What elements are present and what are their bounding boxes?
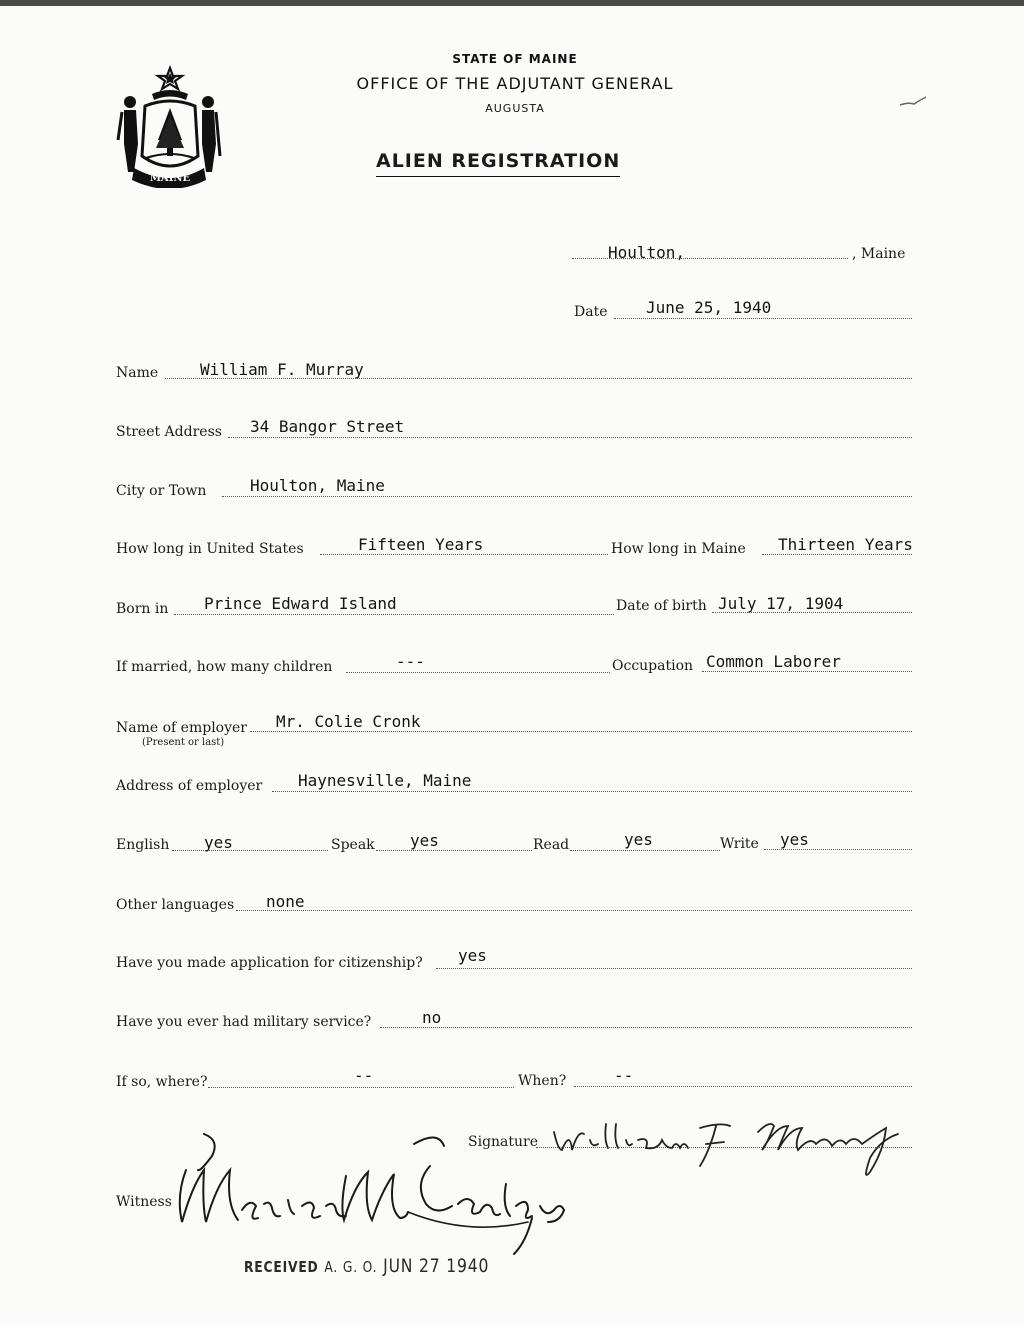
speak-value: yes	[410, 831, 439, 850]
header-state: STATE OF MAINE	[452, 52, 578, 66]
citizenship-line	[436, 968, 912, 969]
read-value: yes	[624, 830, 653, 849]
maine-duration-line	[762, 554, 912, 555]
street-value: 34 Bangor Street	[250, 417, 405, 436]
witness-label: Witness	[116, 1194, 172, 1210]
employer-address-value: Haynesville, Maine	[298, 771, 472, 790]
where-line	[208, 1087, 514, 1088]
seal-banner-text: MAINE	[149, 173, 191, 184]
write-value: yes	[780, 830, 809, 849]
employer-label: Name of employer	[116, 720, 247, 736]
children-label: If married, how many children	[116, 659, 333, 675]
military-label: Have you ever had military service?	[116, 1014, 372, 1030]
location-value: Houlton,	[608, 243, 686, 262]
witness-signature	[168, 1126, 568, 1258]
scan-top-edge	[0, 0, 1024, 6]
name-value: William F. Murray	[200, 360, 364, 379]
date-line	[614, 318, 912, 319]
read-label: Read	[533, 837, 570, 853]
applicant-signature	[540, 1110, 910, 1182]
where-value: --	[354, 1066, 374, 1085]
children-value: ---	[396, 652, 425, 671]
dob-label: Date of birth	[616, 598, 707, 614]
write-label: Write	[720, 836, 759, 852]
occupation-line	[702, 671, 912, 672]
citizenship-value: yes	[458, 946, 487, 965]
read-line	[570, 850, 720, 851]
location-suffix: , Maine	[852, 246, 906, 262]
city-line	[222, 496, 912, 497]
form-title: ALIEN REGISTRATION	[376, 150, 620, 177]
street-line	[228, 437, 912, 438]
us-duration-label: How long in United States	[116, 541, 304, 557]
pencil-check-mark	[898, 96, 928, 108]
date-label: Date	[574, 304, 608, 320]
received-stamp	[244, 1255, 489, 1277]
military-line	[380, 1027, 912, 1028]
us-duration-value: Fifteen Years	[358, 535, 484, 554]
header-city: AUGUSTA	[485, 102, 545, 115]
occupation-label: Occupation	[612, 658, 694, 674]
english-value: yes	[204, 833, 233, 852]
english-label: English	[116, 837, 170, 853]
employer-sublabel: (Present or last)	[142, 737, 225, 748]
signature-label: Signature	[468, 1134, 539, 1150]
born-in-label: Born in	[116, 601, 169, 617]
employer-value: Mr. Colie Cronk	[276, 712, 421, 731]
dob-value: July 17, 1904	[718, 594, 844, 613]
born-in-line	[174, 614, 614, 615]
stamp-received: RECEIVED	[244, 1258, 319, 1276]
us-duration-line	[320, 554, 608, 555]
other-languages-value: none	[266, 892, 305, 911]
street-label: Street Address	[116, 424, 222, 440]
citizenship-label: Have you made application for citizenship?	[116, 955, 423, 971]
where-label: If so, where?	[116, 1074, 208, 1090]
maine-duration-label: How long in Maine	[611, 541, 746, 557]
city-value: Houlton, Maine	[250, 476, 385, 495]
city-label: City or Town	[116, 483, 207, 499]
occupation-value: Common Laborer	[706, 652, 841, 671]
english-line	[172, 850, 328, 851]
employer-address-line	[272, 791, 912, 792]
born-in-value: Prince Edward Island	[204, 594, 397, 613]
other-languages-label: Other languages	[116, 897, 235, 913]
when-label: When?	[518, 1073, 567, 1089]
employer-address-label: Address of employer	[116, 778, 263, 794]
name-label: Name	[116, 365, 159, 381]
military-value: no	[422, 1008, 442, 1027]
maine-duration-value: Thirteen Years	[778, 535, 913, 554]
children-line	[346, 672, 610, 673]
employer-line	[250, 731, 912, 732]
when-line	[574, 1086, 912, 1087]
header-office: OFFICE OF THE ADJUTANT GENERAL	[356, 74, 674, 93]
stamp-office: A. G. O.	[324, 1258, 378, 1276]
speak-line	[376, 850, 532, 851]
speak-label: Speak	[331, 837, 375, 853]
other-languages-line	[236, 910, 912, 911]
write-line	[764, 849, 912, 850]
date-value: June 25, 1940	[646, 298, 772, 317]
when-value: --	[614, 1066, 634, 1085]
stamp-date: JUN 27 1940	[383, 1255, 490, 1277]
